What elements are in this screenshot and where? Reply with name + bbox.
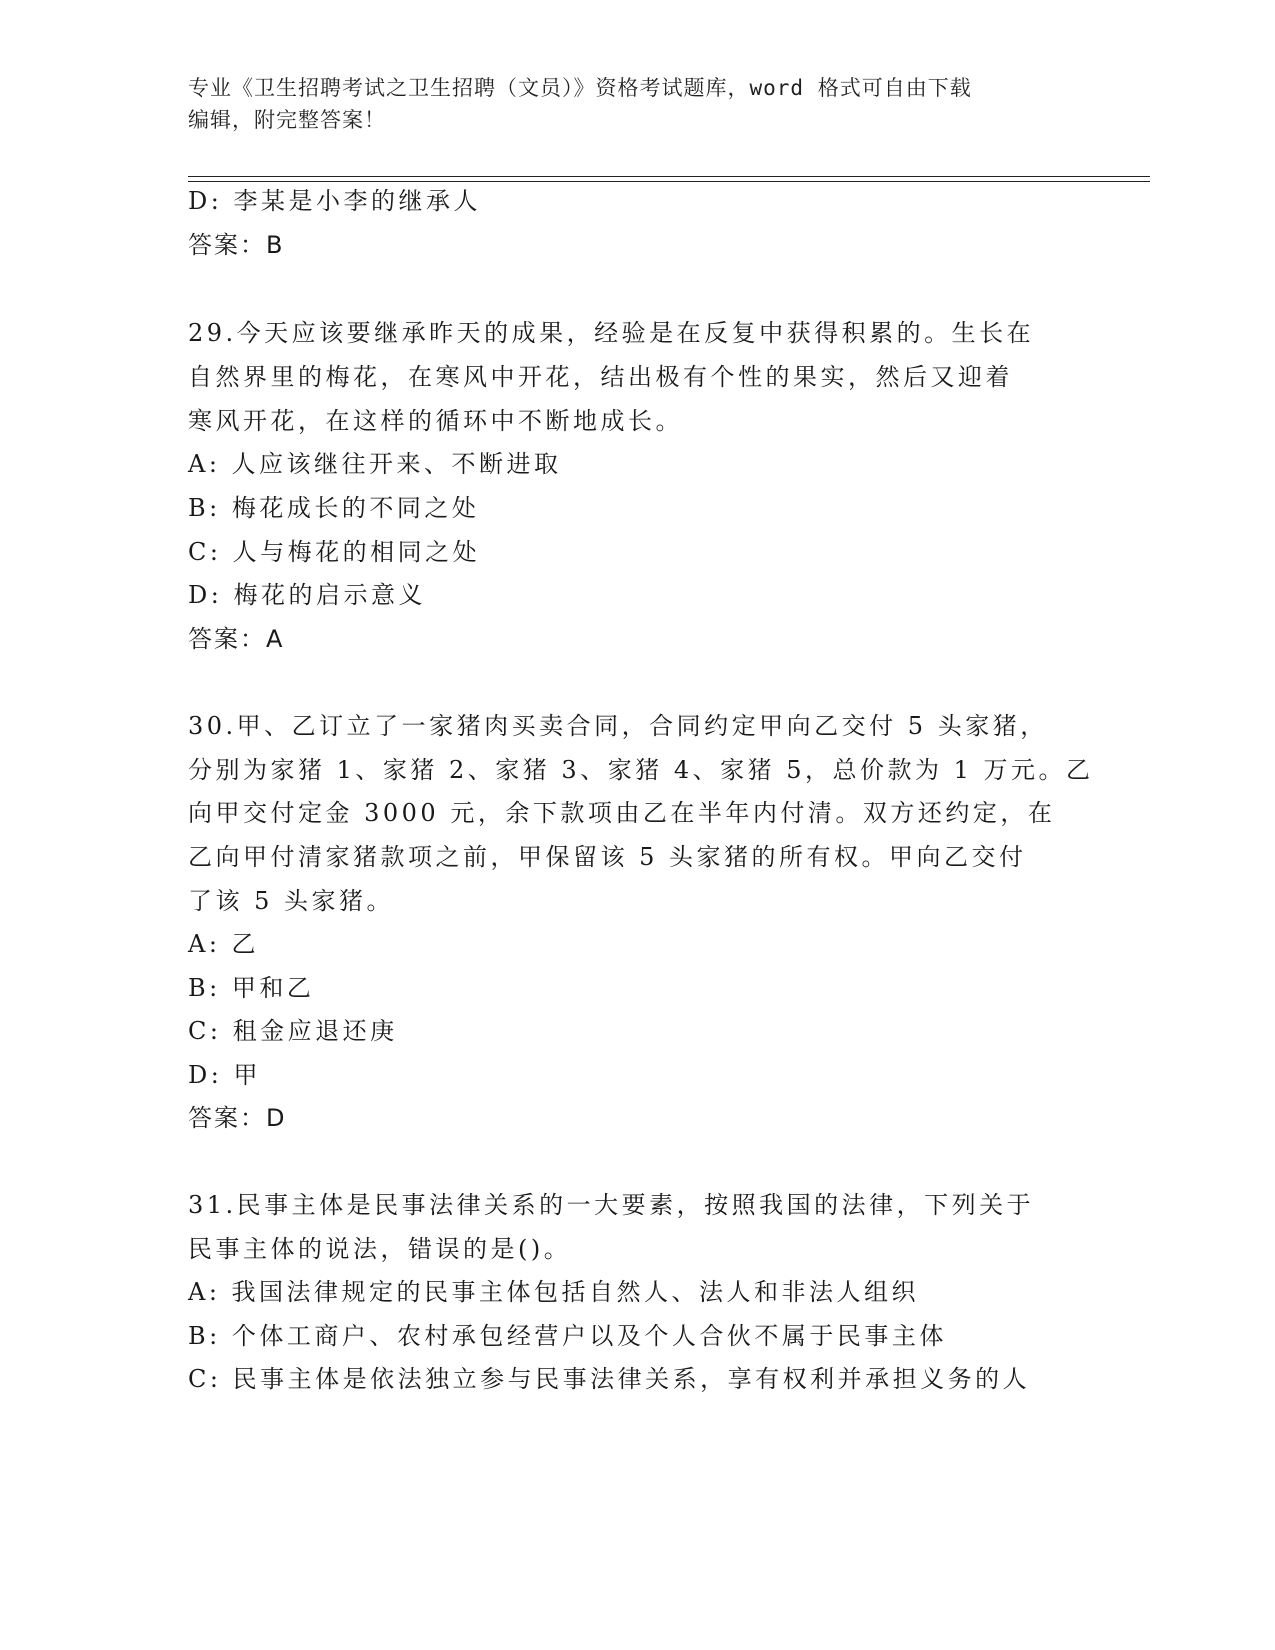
q30-stem-line-1: 30.甲、乙订立了一家猪肉买卖合同，合同约定甲向乙交付 5 头家猪，	[188, 712, 1048, 740]
q29-stem-line-1: 29.今天应该要继承昨天的成果，经验是在反复中获得积累的。生长在	[188, 319, 1035, 347]
q31-stem-line-2: 民事主体的说法，错误的是()。	[188, 1235, 572, 1263]
q29-option-c: C: 人与梅花的相同之处	[188, 538, 481, 566]
q29-option-d: D: 梅花的启示意义	[188, 581, 426, 609]
header-line-2: 编辑，附完整答案！	[188, 108, 386, 132]
document-header	[188, 72, 1088, 136]
q30-stem-line-5: 了该 5 头家猪。	[188, 887, 395, 915]
q30-stem-line-3: 向甲交付定金 3000 元，余下款项由乙在半年内付清。双方还约定，在	[188, 799, 1056, 827]
q29-option-b: B: 梅花成长的不同之处	[188, 494, 480, 522]
prev-answer: 答案：B	[188, 231, 285, 259]
q30-stem-line-4: 乙向甲付清家猪款项之前，甲保留该 5 头家猪的所有权。甲向乙交付	[188, 843, 1027, 871]
q30-option-c: C: 租金应退还庚	[188, 1017, 398, 1045]
q30-option-d: D: 甲	[188, 1061, 261, 1089]
q31-stem-line-1: 31.民事主体是民事法律关系的一大要素，按照我国的法律，下列关于	[188, 1191, 1035, 1219]
q30-option-b: B: 甲和乙	[188, 974, 315, 1002]
prev-option-d: D: 李某是小李的继承人	[188, 187, 481, 215]
header-line-1: 专业《卫生招聘考试之卫生招聘（文员）》资格考试题库，word 格式可自由下载	[188, 76, 972, 100]
q30-answer: 答案：D	[188, 1104, 287, 1132]
q30-stem-line-2: 分别为家猪 1、家猪 2、家猪 3、家猪 4、家猪 5，总价款为 1 万元。乙	[188, 756, 1094, 784]
q31-option-c: C: 民事主体是依法独立参与民事法律关系，享有权利并承担义务的人	[188, 1365, 1031, 1393]
q29-answer: 答案：A	[188, 625, 285, 653]
header-divider-top	[188, 176, 1150, 177]
q31-option-b: B: 个体工商户、农村承包经营户以及个人合伙不属于民事主体	[188, 1322, 947, 1350]
q29-stem-line-3: 寒风开花，在这样的循环中不断地成长。	[188, 407, 683, 435]
q29-stem-line-2: 自然界里的梅花，在寒风中开花，结出极有个性的果实，然后又迎着	[188, 363, 1013, 391]
header-divider-bottom	[188, 181, 1150, 182]
q30-option-a: A: 乙	[188, 930, 260, 958]
q29-option-a: A: 人应该继往开来、不断进取	[188, 450, 562, 478]
q31-option-a: A: 我国法律规定的民事主体包括自然人、法人和非法人组织	[188, 1278, 920, 1306]
